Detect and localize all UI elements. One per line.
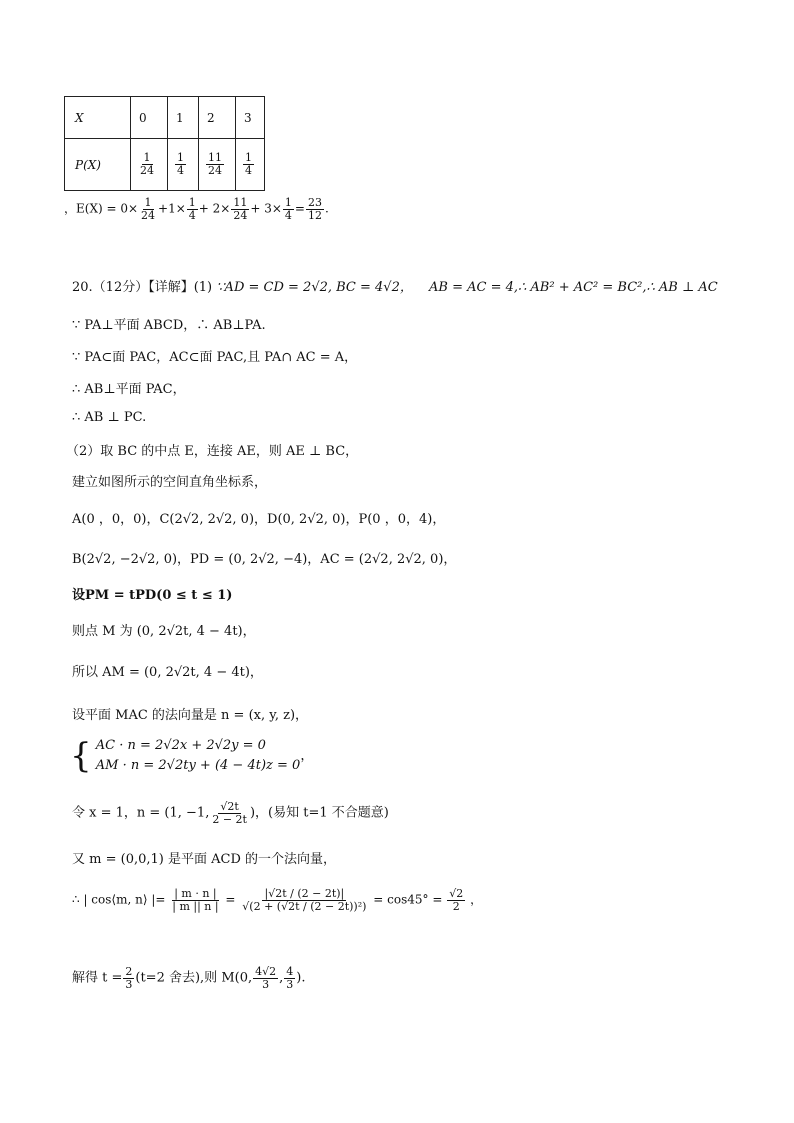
table-header-x: X — [65, 97, 131, 139]
text-line: 建立如图所示的空间直角坐标系， — [72, 475, 268, 490]
table-row — [65, 97, 265, 139]
probability-table — [64, 96, 265, 191]
fraction: $\frac{1}{4}$ — [245, 151, 252, 177]
text-line: 则点 M 为 (0, 2√2t, 4 − 4t)， — [72, 624, 256, 639]
fraction: $\frac{1}{4}$ — [177, 151, 184, 177]
text-line: 设平面 MAC 的法向量是 n = (x, y, z)， — [72, 708, 309, 723]
text-line: ∴ AB ⊥ PC. — [72, 410, 147, 425]
solution-line: 解得 t = $\frac{2}{3}$ (t=2 舍去),则 M(0, $\frac{4√2}{3}$ , $\frac{4}{3}$ ). — [72, 965, 306, 991]
text-line: ∵ PA⊥平面 ABCD，∴ AB⊥PA. — [72, 318, 266, 333]
table-cell: 1 — [168, 97, 199, 139]
text-line: （2）取 BC 的中点 E，连接 AE，则 AE ⊥ BC， — [66, 444, 359, 459]
table-row — [65, 139, 265, 191]
problem-20-line-1: 20.（12分）【详解】(1) ∵AD = CD = 2√2, BC = 4√2， AB = AC = 4,∴ AB² + AC² = BC²,∴ AB ⊥ AC — [72, 280, 718, 295]
fraction: $\frac{1}{24}$ — [140, 151, 154, 177]
table-cell: 0 — [131, 97, 168, 139]
coordinates-line-1: A(0 ，0，0)，C(2√2, 2√2, 0)，D(0, 2√2, 0)，P(0 ，0，4)， — [72, 512, 446, 527]
text-line: 又 m = (0,0,1) 是平面 ACD 的一个法向量， — [72, 852, 336, 867]
text-line: ∴ AB⊥平面 PAC， — [72, 382, 186, 397]
text-line: 所以 AM = (0, 2√2t, 4 − 4t)， — [72, 665, 263, 680]
equation-system: { AC · n = 2√2x + 2√2y = 0 AM · n = 2√2ty + (4 − 4t)z = 0， — [70, 736, 314, 777]
fraction: $\frac{11}{24}$ — [208, 151, 222, 177]
table-cell: 2 — [199, 97, 236, 139]
expectation-line: ，E(X) = 0× $\frac{1}{24}$ +1× $\frac{1}{4}$ + 2× $\frac{11}{24}$ + 3× $\frac{1}{4}$ = $\frac{23}{12}$ . — [64, 196, 329, 222]
coordinates-line-2: B(2√2, −2√2, 0)，PD = (0, 2√2, −4)，AC = (2√2, 2√2, 0)， — [72, 552, 457, 567]
brace-icon: { — [70, 736, 92, 777]
text-line: ∵ PA⊂面 PAC，AC⊂面 PAC,且 PA∩ AC = A， — [72, 350, 358, 365]
cosine-equation: ∴ | cos⟨m, n⟩ |= $\frac{| m \cdot n |}{| m || n |}$ = $\frac{|√2t / (2 - 2t)|}{\text{√(2 + (√2t / (2 − 2t))²)}}$ = cos45° = $\frac{√2}{2}$ ， — [72, 887, 483, 913]
table-cell: 3 — [236, 97, 265, 139]
text-line: 设PM = tPD(0 ≤ t ≤ 1) — [72, 588, 233, 603]
table-header-px: P(X) — [65, 139, 131, 191]
text-line: 令 x = 1，n = (1, −1, $\frac{√2t}{2 - 2t}$ )，(易知 t=1 不合题意) — [72, 800, 389, 826]
